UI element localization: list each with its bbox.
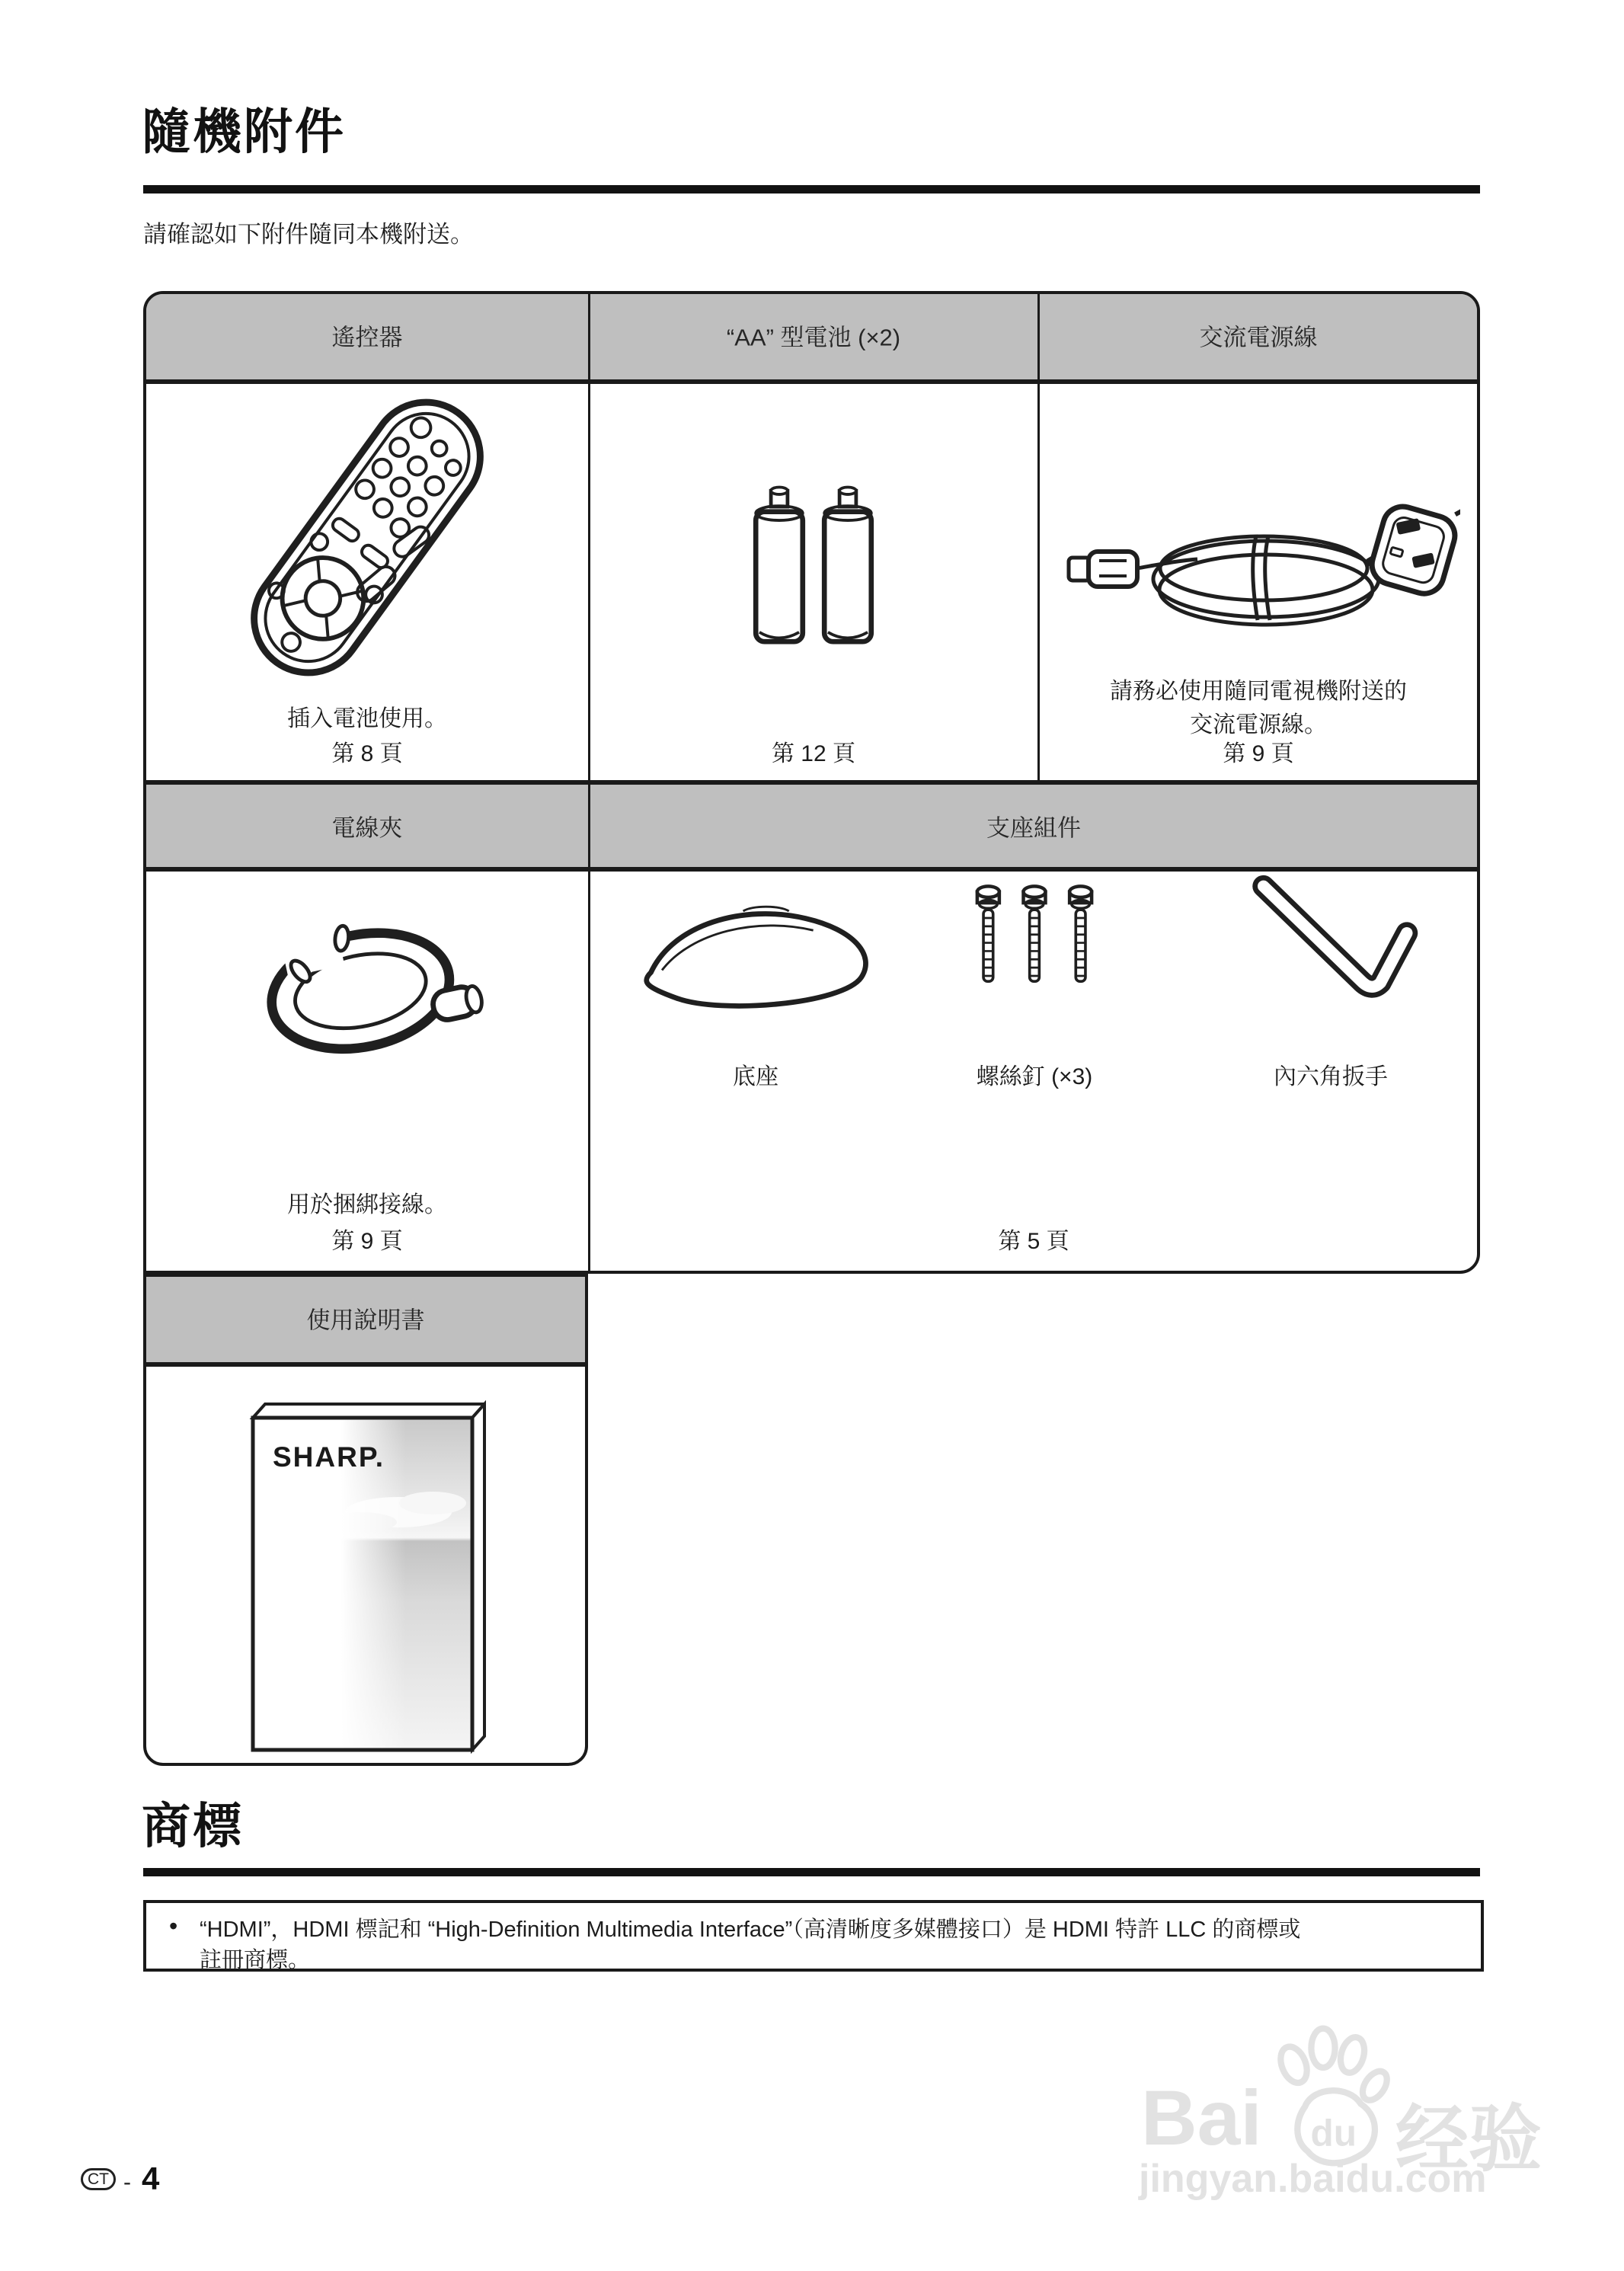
intro-text: 請確認如下附件隨同本機附送。 [143, 221, 474, 248]
trademark-rule [143, 1868, 1480, 1876]
trademark-line1: “HDMI”，HDMI 標記和 “High-Definition Multimedia Interface”（高清晰度多媒體接口）是 HDMI 特許 LLC 的商標或 [200, 1918, 1301, 1942]
header-stand: 支座組件 [986, 814, 1081, 842]
ac-cord-illustration [1057, 478, 1460, 661]
watermark-url-text: jingyan.baidu.com [1139, 2157, 1487, 2201]
hex-wrench-illustration [1236, 873, 1426, 1019]
trademark-bullet: • [169, 1912, 178, 1940]
cable-clamp-page-ref: 第 9 頁 [331, 1229, 403, 1254]
ac-cord-caption-line1: 請務必使用隨同電視機附送的 [1110, 679, 1407, 704]
manual-cover-brand: SHARP. [273, 1441, 385, 1473]
screws-illustration [962, 878, 1107, 1016]
ac-cord-page-ref: 第 9 頁 [1223, 741, 1294, 766]
trademark-line2: 註冊商標。 [200, 1948, 311, 1972]
watermark-suffix-text: 经验 [1395, 2099, 1542, 2180]
watermark-brand-text: Bai [1141, 2074, 1262, 2161]
trademark-title: 商標 [142, 1799, 244, 1854]
manual-cover-illustration [242, 1398, 486, 1756]
trademark-box [143, 1900, 1484, 1972]
stand-base-label: 底座 [733, 1064, 778, 1089]
stand-page-ref: 第 5 頁 [998, 1229, 1069, 1254]
footer-region-badge: CT [81, 2168, 116, 2190]
footer-separator: - [123, 2170, 131, 2195]
footer-page-number: 4 [142, 2161, 160, 2196]
hex-wrench-label: 內六角扳手 [1274, 1064, 1388, 1089]
header-manual: 使用說明書 [306, 1307, 425, 1334]
stand-base-illustration [632, 888, 884, 1028]
cable-clamp-illustration [249, 891, 485, 1083]
remote-control-illustration [192, 379, 542, 696]
header-cable-clamp: 電線夾 [331, 814, 403, 842]
column-divider-2 [1037, 294, 1040, 785]
title-rule [143, 185, 1480, 194]
screws-label: 螺絲釘 (×3) [976, 1064, 1093, 1089]
ac-cord-caption-line2: 交流電源線。 [1190, 712, 1327, 737]
header-ac-cord: 交流電源線 [1199, 324, 1318, 351]
remote-caption: 插入電池使用。 [287, 706, 447, 731]
header-remote: 遙控器 [331, 324, 403, 351]
watermark-paw-text: du [1310, 2112, 1357, 2154]
page-title: 隨機附件 [142, 104, 346, 159]
header-battery: “AA” 型電池 (×2) [726, 324, 901, 351]
remote-page-ref: 第 8 頁 [331, 741, 403, 766]
battery-page-ref: 第 12 頁 [771, 741, 856, 766]
watermark-paw-icon [1264, 2020, 1390, 2173]
battery-illustration [745, 471, 882, 654]
header-row3-underline [146, 1362, 585, 1367]
column-divider-1 [588, 294, 590, 1271]
cable-clamp-caption: 用於捆綁接線。 [287, 1192, 447, 1217]
header-row2-underline [146, 867, 1477, 872]
